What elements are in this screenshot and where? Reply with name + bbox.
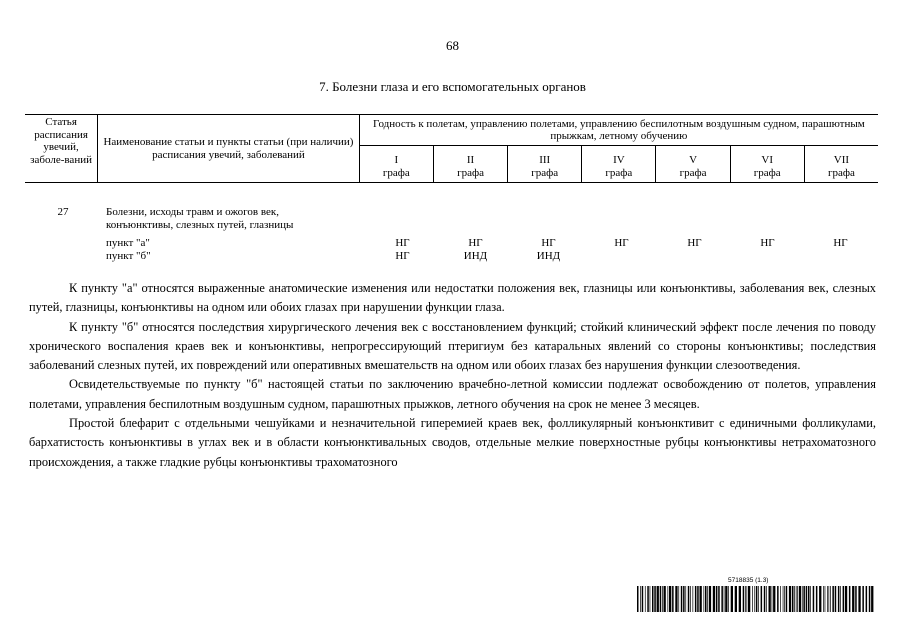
paragraph: К пункту "б" относятся последствия хирургического лечения век с восстановлением функций; стойкий клинический эффект после лечения по поводу хронического воспаления краев век и конъюнктивы, непрогрессирующий птеригиум без катаральных явлений со стороны конъюнктивы; последствия заболеваний слезных путей, их повреждений или оперативных вмешательств на одном или обоих глазах без нарушения функции слезоотведения. [29,319,876,373]
page-number: 68 [446,38,459,53]
column-header-6: VI графа [730,146,804,183]
paragraph: Простой блефарит с отдельными чешуйками и незначительной гиперемией краев век, фолликулярный конъюнктивит с единичными фолликулами, бархатистость конъюнктивы в углах век и в области конъюнктивальных сводов, отдельные мелкие поверхностные рубцы конъюнктивы нетрахоматозного происхождения, а также гладкие рубцы конъюнктивы трахоматозного [29,416,876,469]
barcode-label: 5718835 (1.3) [728,577,769,584]
point-a-value: НГ [541,237,556,249]
point-a-value: НГ [614,237,629,249]
point-a-label: пункт "а" [106,237,150,249]
point-b-value: ИНД [536,250,561,262]
point-b-value: ИНД [463,250,488,262]
column-header-3: III графа [508,146,582,183]
point-a-value: НГ [833,237,848,249]
column-header-7: VII графа [804,146,878,183]
header-name: Наименование статьи и пункты статьи (при наличии) расписания увечий, заболеваний [98,115,360,183]
paragraph: Освидетельствуемые по пункту "б" настоящей статьи по заключению врачебно-летной комиссии подлежат освобождению от полетов, управления полетами, управления беспилотным воздушным судном, парашютных прыжков, летного обучения на срок не менее 3 месяцев. [29,377,876,411]
column-header-5: V графа [656,146,730,183]
column-header-2: II графа [433,146,507,183]
section-title: 7. Болезни глаза и его вспомогательных органов [319,79,586,94]
barcode-icon [637,586,877,612]
header-fitness: Годность к полетам, управлению полетами, управлению беспилотным воздушным судном, парашютным прыжкам, летному обучению [359,115,878,146]
point-a-value: НГ [687,237,702,249]
article-number: 27 [57,206,69,218]
column-header-1: I графа [359,146,433,183]
point-b-value: НГ [395,250,410,262]
paragraph: К пункту "а" относятся выраженные анатомические изменения или недостатки положения век, глазницы или конъюнктивы, заболевания век, слезных путей, глазницы, конъюнктивы на одном или обоих глазах при нарушении функции глаза. [29,281,876,315]
point-a-value: НГ [395,237,410,249]
fitness-table [25,114,878,183]
column-header-4: IV графа [582,146,656,183]
point-a-value: НГ [760,237,775,249]
point-a-value: НГ [468,237,483,249]
point-b-label: пункт "б" [106,250,151,262]
header-article: Статья расписания увечий, заболе-ваний [25,115,98,183]
article-name: Болезни, исходы травм и ожогов век, конъюнктивы, слезных путей, глазницы [106,206,294,231]
body-text [29,279,876,472]
